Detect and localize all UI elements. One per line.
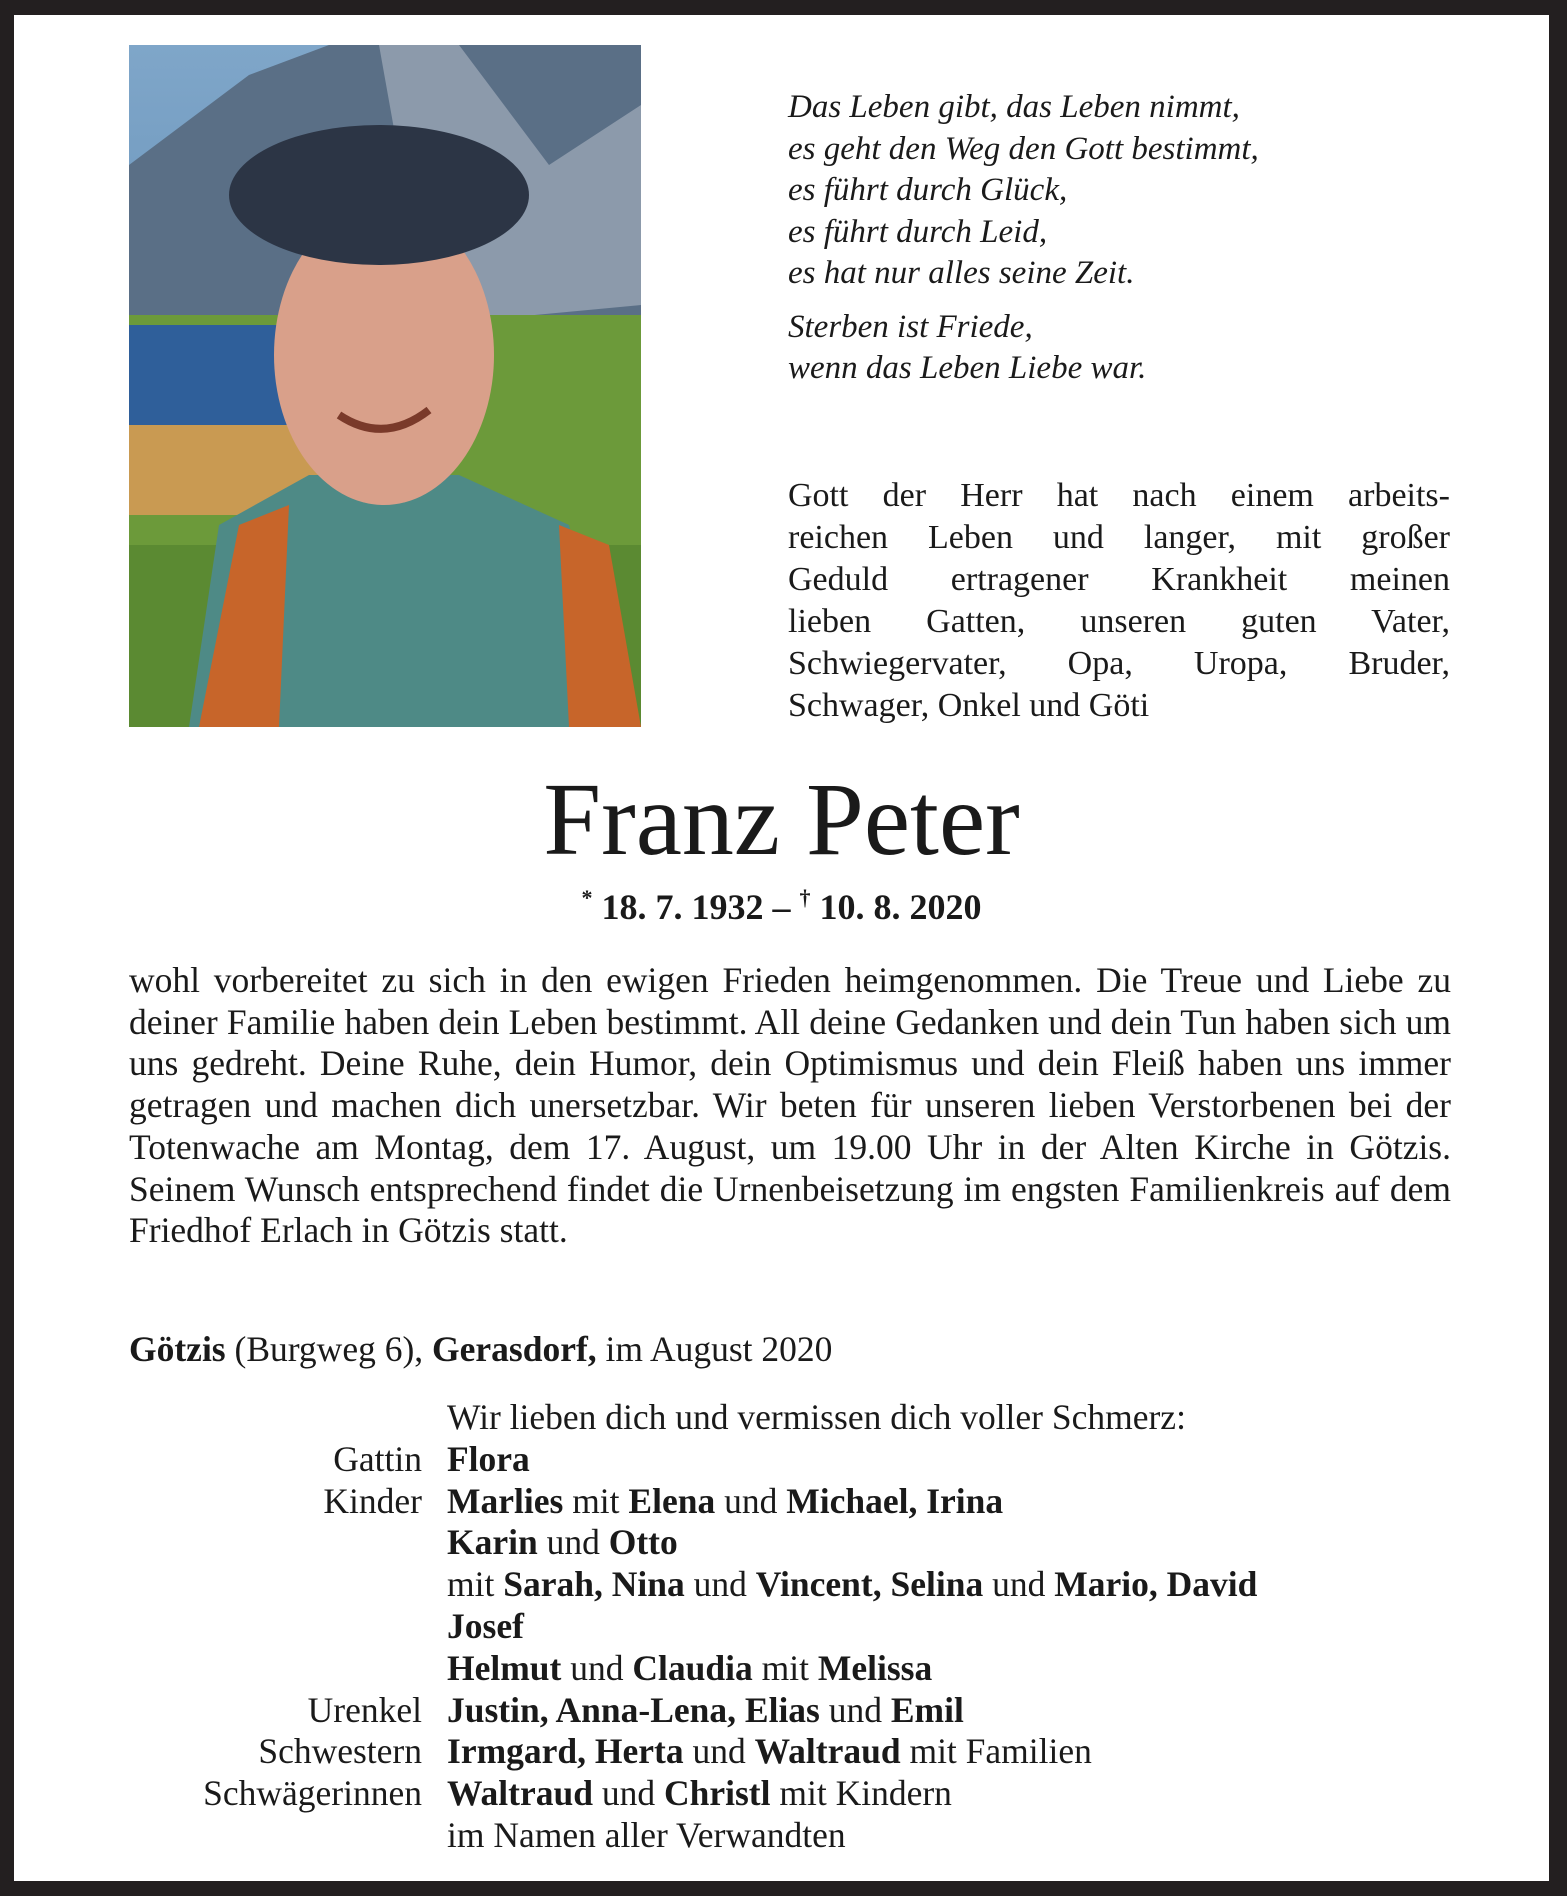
member-name: Michael, Irina: [786, 1480, 1004, 1521]
connector-text: mit Kindern: [770, 1773, 952, 1814]
family-row: [129, 1690, 1257, 1732]
family-row: [129, 1522, 1257, 1564]
intro-line: reichen Leben und langer, mit großer: [788, 519, 1450, 556]
family-members: [447, 1522, 678, 1564]
family-row: [129, 1481, 1257, 1523]
poem-line: es führt durch Leid,: [788, 213, 1048, 250]
member-name: Emil: [890, 1689, 964, 1730]
poem-line: Sterben ist Friede,: [788, 308, 1033, 345]
poem-stanza-1: [788, 87, 1259, 295]
family-row: [129, 1815, 1257, 1857]
member-name: Marlies: [447, 1480, 564, 1521]
birth-symbol: *: [581, 885, 593, 910]
family-label: [129, 1522, 447, 1564]
connector-text: und: [537, 1522, 609, 1563]
connector-text: und: [715, 1480, 787, 1521]
body-text: wohl vorbereitet zu sich in den ewigen Frieden heimgenommen. Die Treue und Liebe zu deiner Familie haben dein Leben bestimmt. All deine Gedanken und dein Tun haben sich um uns gedreht. Deine Ruhe, dein Humor, dein Optimismus und dein Fleiß haben uns immer getragen und machen dich unersetzbar. Wir beten für unseren lieben Verstorbenen bei der Totenwache am Montag, dem 17. August, um 19.00 Uhr in der Alten Kirche in Götzis. Seinem Wunsch entsprechend findet die Urnenbeisetzung im engsten Familienkreis auf dem Friedhof Erlach in Götzis statt.: [129, 960, 1451, 1251]
member-name: Claudia: [632, 1647, 753, 1688]
poem-line: Das Leben gibt, das Leben nimmt,: [788, 89, 1240, 125]
date-separator: –: [763, 887, 800, 927]
family-label: [129, 1815, 447, 1857]
poem-line: wenn das Leben Liebe war.: [788, 350, 1147, 386]
connector-text: und: [592, 1773, 664, 1814]
family-members: [447, 1439, 530, 1481]
member-name: Sarah, Nina: [503, 1564, 685, 1605]
member-name: Otto: [608, 1522, 678, 1563]
member-name: Vincent, Selina: [755, 1564, 984, 1605]
poem-line: es geht den Weg den Gott bestimmt,: [788, 130, 1259, 167]
member-name: Waltraud: [447, 1773, 593, 1814]
poem-line: es führt durch Glück,: [788, 172, 1068, 208]
date: im August 2020: [596, 1329, 833, 1369]
member-name: Helmut: [447, 1647, 562, 1688]
family-label: [129, 1606, 447, 1648]
member-name: Mario, David: [1054, 1564, 1258, 1605]
family-row: [129, 1773, 1257, 1815]
family-members: [447, 1690, 964, 1732]
birth-date: 18. 7. 1932: [601, 887, 764, 927]
connector-text: und: [683, 1731, 755, 1772]
family-label: [129, 1397, 447, 1439]
connector-text: mit: [752, 1647, 818, 1688]
family-label: Kinder: [323, 1480, 422, 1521]
member-name: Irmgard, Herta: [447, 1731, 684, 1772]
family-row: [129, 1439, 1257, 1481]
death-date: 10. 8. 2020: [819, 887, 982, 927]
member-name: Waltraud: [754, 1731, 901, 1772]
poem: [788, 87, 1259, 402]
member-name: Karin: [447, 1522, 538, 1563]
family-label: [129, 1648, 447, 1690]
intro-text: [788, 475, 1450, 727]
connector-text: und: [819, 1689, 891, 1730]
family-row: [129, 1606, 1257, 1648]
member-name: Elena: [628, 1480, 716, 1521]
family-members: [447, 1731, 1092, 1773]
family-members: [447, 1773, 952, 1815]
member-name: Josef: [447, 1605, 524, 1646]
place-date: [129, 1328, 832, 1370]
town: Götzis: [129, 1329, 226, 1369]
member-name: Flora: [447, 1438, 530, 1479]
member-name: Christl: [663, 1773, 771, 1814]
poem-stanza-2: [788, 307, 1259, 390]
life-dates: [14, 885, 1549, 928]
family-label: Schwägerinnen: [203, 1773, 422, 1814]
family-members: [447, 1648, 932, 1690]
deceased-name: Franz Peter: [543, 762, 1020, 877]
family-members: [447, 1564, 1257, 1606]
family-label: Gattin: [333, 1438, 422, 1479]
obituary-page: [14, 15, 1549, 1881]
family-row: [129, 1648, 1257, 1690]
family-members: [447, 1815, 846, 1857]
family-list: [129, 1397, 1257, 1857]
connector-text: mit: [563, 1480, 629, 1521]
intro-line: Schwager, Onkel und Göti: [788, 687, 1150, 724]
connector-text: mit Familien: [900, 1731, 1092, 1772]
family-members: [447, 1481, 1003, 1523]
intro-line: Schwiegervater, Opa, Uropa, Bruder,: [788, 645, 1450, 682]
family-label: Urenkel: [307, 1689, 422, 1730]
family-intro-row: [129, 1397, 1257, 1439]
family-label: Schwestern: [258, 1731, 422, 1772]
town: Gerasdorf,: [432, 1329, 597, 1369]
connector-text: im Namen aller Verwandten: [447, 1814, 846, 1855]
connector-text: mit: [447, 1564, 504, 1605]
connector-text: und: [983, 1564, 1055, 1605]
family-row: [129, 1564, 1257, 1606]
member-name: Melissa: [817, 1647, 933, 1688]
intro-line: Geduld ertragener Krankheit meinen: [788, 561, 1450, 598]
family-members: [447, 1606, 524, 1648]
member-name: Justin, Anna-Lena, Elias: [447, 1689, 820, 1730]
intro-line: lieben Gatten, unseren guten Vater,: [788, 603, 1450, 640]
intro-line: Gott der Herr hat nach einem arbeits-: [788, 477, 1450, 514]
connector-text: und: [561, 1647, 633, 1688]
address: (Burgweg 6),: [225, 1329, 433, 1369]
family-row: [129, 1731, 1257, 1773]
poem-line: es hat nur alles seine Zeit.: [788, 255, 1135, 291]
death-symbol: †: [799, 885, 811, 910]
connector-text: und: [684, 1564, 756, 1605]
family-label: [129, 1564, 447, 1606]
portrait-photo: [129, 45, 641, 727]
family-intro: Wir lieben dich und vermissen dich voller Schmerz:: [447, 1397, 1186, 1437]
